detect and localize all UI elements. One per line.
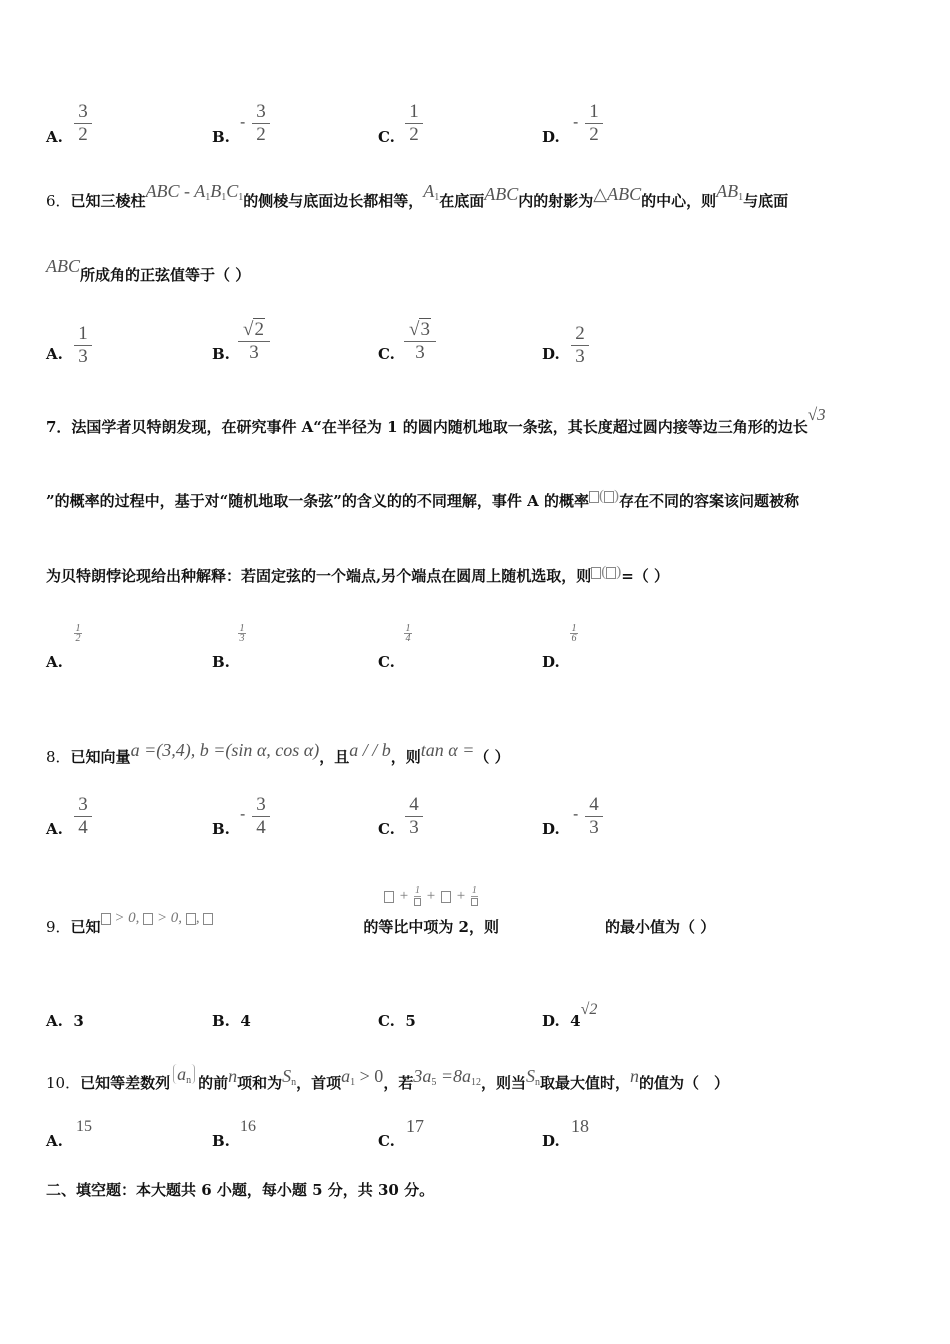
q6-option-d[interactable]: D. (542, 345, 560, 363)
q6-option-c[interactable]: C. (378, 345, 395, 363)
option-label: A. (46, 128, 63, 146)
q10-option-d[interactable]: D. (542, 1132, 560, 1150)
minus-sign: - (240, 806, 246, 823)
q5-option-d-fraction: 1 2 (585, 102, 603, 145)
q5-option-d[interactable] (542, 128, 560, 146)
question-7-line-3: 为贝特朗悖论现给出种解释：若固定弦的一个端点,另个端点在圆周上随机选取，则 ( )=（ ） (46, 564, 670, 585)
q7-option-a-fraction: 1 2 (75, 623, 81, 644)
q10-option-a-value: 15 (76, 1118, 92, 1135)
q5-option-c-fraction: 1 2 (405, 102, 423, 145)
q6-option-b-fraction: √2 3 (238, 320, 270, 363)
q9-option-c[interactable]: C. 5 (378, 1012, 416, 1030)
question-7-line-2: ”的概率的过程中，基于对“随机地取一条弦”的含义的的不同理解，事件 A 的概率 ( )存在不同的容案该问题被称 (46, 488, 799, 510)
q5-option-a-fraction: 3 2 (74, 102, 92, 145)
q10-option-d-value: 18 (571, 1116, 589, 1136)
question-6-line-1: 6．已知三棱柱ABC - $A_1B_1C_1$的侧棱与底面边长都相等，$A_1$在底面ABC内的射影为△ABC的中心，则$AB_1$与底面 (46, 181, 789, 210)
question-9-line: 9．已知 > 0, > 0, , 的等比中项为 2，则 的最小值为（ ） (46, 910, 716, 936)
q7-option-b-fraction: 1 3 (239, 623, 245, 644)
question-6-line-2: ABC所成角的正弦值等于（ ） (46, 256, 251, 284)
q8-option-d[interactable]: D. (542, 820, 560, 838)
q7-option-b[interactable]: B. (212, 653, 230, 671)
q9-option-d[interactable]: D. 4√2 (542, 1001, 598, 1030)
q5-option-a[interactable] (46, 128, 63, 146)
probability-expression: ( ) (589, 488, 619, 504)
q9-option-a[interactable]: A. 3 (46, 1012, 84, 1030)
q5-option-b[interactable] (212, 128, 230, 146)
q7-option-d[interactable]: D. (542, 653, 560, 671)
q9-option-b[interactable]: B. 4 (212, 1012, 251, 1030)
question-10-line: 10．已知等差数列 $a_n$ 的前n项和为$S_n$，首项$a_1 > 0$，若$3a_5 =8a_{12}$，则当$S_n$取最大值时，n的值为（ ） (46, 1064, 730, 1092)
q6-option-a-fraction: 1 3 (74, 324, 92, 367)
q8-option-a[interactable]: A. (46, 820, 63, 838)
q6-option-b[interactable]: B. (212, 345, 230, 363)
probability-expression: ( ) (591, 564, 621, 580)
q10-option-b-value: 16 (240, 1118, 256, 1135)
minus-sign: - (240, 114, 246, 131)
minus-sign: - (573, 114, 579, 131)
condition-expression: > 0, > 0, , (101, 910, 214, 926)
minus-sign: - (573, 806, 579, 823)
q5-option-b-fraction: 3 2 (252, 102, 270, 145)
q6-option-d-fraction: 2 3 (571, 324, 589, 367)
option-label: C. (378, 128, 395, 146)
q10-option-a[interactable]: A. (46, 1132, 63, 1150)
q10-option-c[interactable]: C. (378, 1132, 395, 1150)
question-7-line-1: 7．法国学者贝特朗发现，在研究事件 A“在半径为 1 的圆内随机地取一条弦，其长度超过圆内接等边三角形的边长√3 (46, 405, 826, 436)
q7-option-c[interactable]: C. (378, 653, 395, 671)
q8-option-d-fraction: 4 3 (585, 795, 603, 838)
q8-option-b-fraction: 3 4 (252, 795, 270, 838)
q5-option-c[interactable] (378, 128, 395, 146)
question-8-line: 8．已知向量a =(3,4), b =(sin α, cos α)，且a / / b，则tan α =（ ） (46, 740, 510, 766)
q10-option-c-value: 17 (406, 1116, 424, 1136)
q7-option-d-fraction: 1 6 (571, 623, 577, 644)
q8-option-c[interactable]: C. (378, 820, 395, 838)
q6-option-c-fraction: √3 3 (404, 320, 436, 363)
q10-option-b[interactable]: B. (212, 1132, 230, 1150)
q9-min-expression: + 1 + + 1 (384, 886, 478, 907)
section-2-heading: 二、填空题：本大题共 6 小题，每小题 5 分，共 30 分。 (46, 1181, 435, 1199)
q8-option-b[interactable]: B. (212, 820, 230, 838)
q8-option-c-fraction: 4 3 (405, 795, 423, 838)
option-label: B. (212, 128, 230, 146)
q7-option-a[interactable]: A. (46, 653, 63, 671)
q8-option-a-fraction: 3 4 (74, 795, 92, 838)
option-label: D. (542, 128, 560, 146)
q7-option-c-fraction: 1 4 (405, 623, 411, 644)
q6-option-a[interactable]: A. (46, 345, 63, 363)
